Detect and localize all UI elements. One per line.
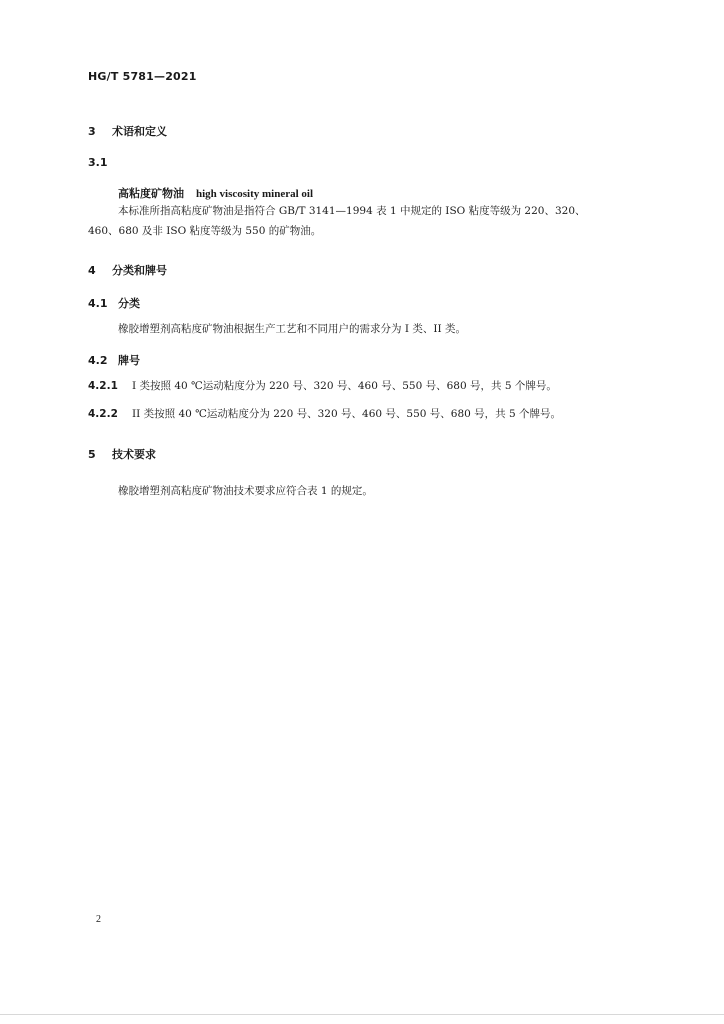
page-bottom-divider [0,1014,724,1015]
section-5-heading [88,446,156,462]
page-number: 2 [96,914,101,925]
section-3-heading [88,123,167,139]
section-5-title: 技术要求 [112,448,156,461]
term-chinese: 高粘度矿物油 [118,187,184,200]
subsection-4-1-number: 4.1 [88,297,108,310]
definition-line-2: 460、680 及非 ISO 粘度等级为 550 的矿物油。 [88,225,322,237]
section-4-number: 4 [88,264,96,277]
section-4-title: 分类和牌号 [112,264,167,277]
term-heading [118,185,313,201]
clause-4-2-1-number: 4.2.1 [88,380,118,392]
clause-4-2-1 [88,376,557,396]
definition-line-1: 本标准所指高粘度矿物油是指符合 GB/T 3141—1994 表 1 中规定的 ISO 粘度等级为 220、320、 [118,205,586,217]
subsection-4-1-heading [88,295,140,311]
section-3-number: 3 [88,125,96,138]
subsection-4-2-heading [88,352,140,368]
section-5-number: 5 [88,448,96,461]
clause-4-2-2-text: II 类按照 40 ℃运动粘度分为 220 号、320 号、460 号、550 号、680 号，共 5 个牌号。 [132,408,562,420]
subsection-4-2-number: 4.2 [88,354,108,367]
clause-3-1-number: 3.1 [88,156,108,169]
standard-code-header: HG/T 5781—2021 [88,70,197,83]
classification-text: 橡胶增塑剂高粘度矿物油根据生产工艺和不同用户的需求分为 I 类、II 类。 [118,323,466,335]
subsection-4-1-title: 分类 [118,297,140,310]
technical-requirements-text: 橡胶增塑剂高粘度矿物油技术要求应符合表 1 的规定。 [118,485,373,497]
subsection-4-2-title: 牌号 [118,354,140,367]
section-3-title: 术语和定义 [112,125,167,138]
clause-4-2-2 [88,404,561,424]
clause-4-2-1-text: I 类按照 40 ℃运动粘度分为 220 号、320 号、460 号、550 号、680 号，共 5 个牌号。 [132,380,557,392]
section-4-heading [88,262,167,278]
term-english: high viscosity mineral oil [196,188,314,200]
clause-4-2-2-number: 4.2.2 [88,408,118,420]
